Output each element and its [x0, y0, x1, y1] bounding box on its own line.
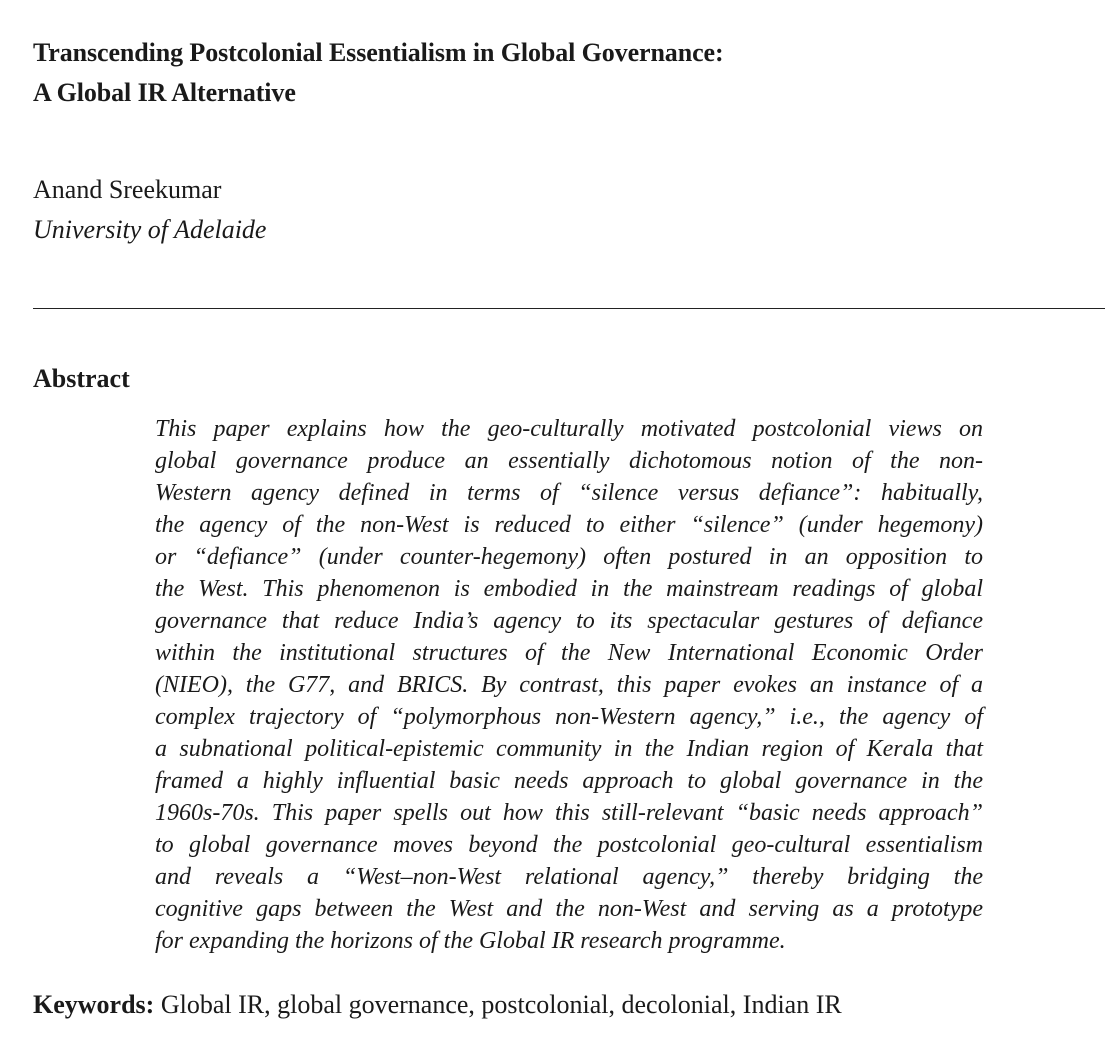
- abstract-line: cognitive gaps between the West and the non-West and serving as a prototype: [155, 896, 983, 922]
- paper-title-line-1: Transcending Postcolonial Essentialism in Global Governance:: [33, 38, 724, 67]
- author-affiliation: University of Adelaide: [33, 215, 267, 244]
- abstract-line: governance that reduce India’s agency to its spectacular gestures of defiance: [155, 608, 983, 634]
- abstract-line: for expanding the horizons of the Global IR research programme.: [155, 928, 786, 954]
- abstract-line: the agency of the non-West is reduced to either “silence” (under hegemony): [155, 512, 983, 538]
- keywords-label: Keywords:: [33, 990, 155, 1019]
- abstract-line: (NIEO), the G77, and BRICS. By contrast, this paper evokes an instance of a: [155, 672, 983, 698]
- abstract-line: This paper explains how the geo-culturally motivated postcolonial views on: [155, 416, 983, 442]
- abstract-line: a subnational political-epistemic community in the Indian region of Kerala that: [155, 736, 983, 762]
- abstract-line: complex trajectory of “polymorphous non-Western agency,” i.e., the agency of: [155, 704, 983, 730]
- section-divider: [33, 308, 1105, 309]
- keywords: [33, 985, 842, 1025]
- abstract-line: Western agency defined in terms of “silence versus defiance”: habitually,: [155, 480, 983, 506]
- abstract-line: framed a highly influential basic needs approach to global governance in the: [155, 768, 983, 794]
- keywords-list: Global IR, global governance, postcolonial, decolonial, Indian IR: [160, 990, 842, 1019]
- paper-title-line-2: A Global IR Alternative: [33, 78, 296, 107]
- author-name: Anand Sreekumar: [33, 175, 222, 204]
- abstract-line: global governance produce an essentially dichotomous notion of the non-: [155, 448, 983, 474]
- paper-title: [33, 33, 724, 113]
- abstract-heading: Abstract: [33, 364, 130, 393]
- abstract-line: 1960s-70s. This paper spells out how this still-relevant “basic needs approach”: [155, 800, 983, 826]
- abstract-line: or “defiance” (under counter-hegemony) often postured in an opposition to: [155, 544, 983, 570]
- abstract-line: within the institutional structures of the New International Economic Order: [155, 640, 983, 666]
- abstract-line: the West. This phenomenon is embodied in the mainstream readings of global: [155, 576, 983, 602]
- abstract-line: and reveals a “West–non-West relational agency,” thereby bridging the: [155, 864, 983, 890]
- abstract-body: [155, 413, 983, 957]
- abstract-line: to global governance moves beyond the postcolonial geo-cultural essentialism: [155, 832, 983, 858]
